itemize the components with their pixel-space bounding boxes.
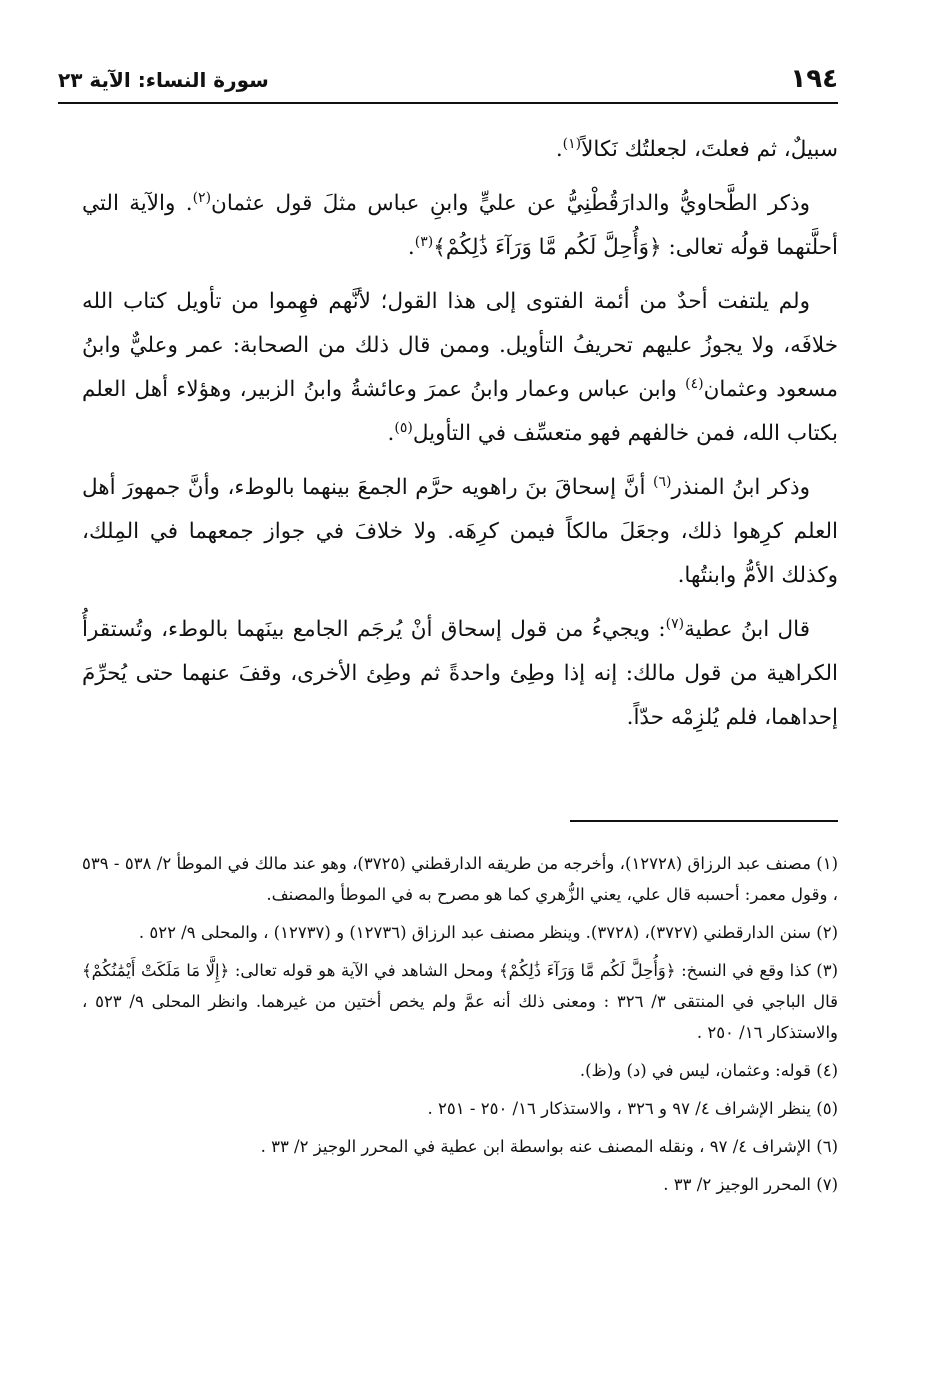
footnote-7: (٧) المحرر الوجيز ٢/ ٣٣ . — [663, 1175, 838, 1194]
footnote-5: (٥) ينظر الإشراف ٤/ ٩٧ و ٣٢٦ ، والاستذكار ١٦/ ٢٥٠ - ٢٥١ . — [427, 1099, 838, 1118]
page-header — [58, 62, 838, 104]
paragraph-3-part-a: ولم يلتفت أحدٌ من أئمة الفتوى إلى هذا القول؛ لأنَّهم فهِموا من تأويل كتاب الله خلافَه، ولا يجوزُ عليهم تحريفُ التأويل. وممن قال ذلك من الصحابة: عمر وعليٌّ وابنُ مسعود وعثمان — [82, 289, 838, 402]
page-number: ١٩٤ — [790, 64, 838, 94]
footnote-ref-1: (١) — [562, 135, 582, 152]
paragraph-2-part-c: . — [407, 235, 415, 260]
paragraph-2-part-b: . والآية التي أحلَّتهما قولُه تعالى: ﴿وَأُحِلَّ لَكُم مَّا وَرَآءَ ذَٰلِكُمْ﴾ — [82, 191, 838, 260]
footnote-6: (٦) الإشراف ٤/ ٩٧ ، ونقله المصنف عنه بواسطة ابن عطية في المحرر الوجيز ٢/ ٣٣ . — [260, 1137, 838, 1156]
paragraph-2-part-a: وذكر الطَّحاويُّ والدارَقُطْنِيُّ عن عليٍّ وابنِ عباس مثلَ قول عثمان — [211, 191, 810, 216]
footnote-2: (٢) سنن الدارقطني (٣٧٢٧)، (٣٧٢٨). وينظر مصنف عبد الرزاق (١٢٧٣٦) و (١٢٧٣٧) ، والمحلى ٩/ ٥٢٢ . — [138, 923, 838, 942]
paragraph-2 — [82, 182, 838, 270]
paragraph-4-part-a: وذكر ابنُ المنذر — [671, 475, 810, 500]
paragraph-3-part-b: وابن عباس وعمار وابنُ عمرَ وعائشةُ وابنُ الزبير، وهؤلاء أهل العلم بكتاب الله، فمن خالفهم فهو متعسِّف في التأويل — [82, 377, 838, 446]
paragraph-1-text: سبيلٌ، ثم فعلتَ، لجعلتُك نَكالاً — [581, 137, 838, 162]
main-text — [82, 128, 838, 750]
paragraph-1 — [82, 128, 838, 172]
footnote-ref-3: (٣) — [414, 233, 434, 250]
paragraph-4-part-b: أنَّ إسحاقَ بنَ راهويه حرَّم الجمعَ بينهما بالوطء، وأنَّ جمهورَ أهل العلم كرِهوا ذلك، وجعَلَ مالكاً فيمن كرِهَه. ولا خلافَ في جواز جمعهما في المِلك، وكذلك الأمُّ وابنتُها. — [82, 475, 838, 588]
footnote-1: (١) مصنف عبد الرزاق (١٢٧٢٨)، وأخرجه من طريقه الدارقطني (٣٧٢٥)، وهو عند مالك في الموطأ ٢/ ٥٣٨ - ٥٣٩ ، وقول معمر: أحسبه قال علي، يعني الزُّهري كما هو مصرح به في الموطأ والمصنف. — [82, 854, 838, 904]
footnote-ref-5: (٥) — [394, 419, 413, 436]
footnote-separator — [570, 820, 838, 822]
footnote-ref-4: (٤) — [685, 375, 704, 392]
paragraph-4 — [82, 466, 838, 598]
paragraph-1-tail: . — [555, 137, 563, 162]
paragraph-5-part-a: قال ابنُ عطية — [684, 617, 810, 642]
footnote-3: (٣) كذا وقع في النسخ: ﴿وَأُحِلَّ لَكُم مَّا وَرَآءَ ذَٰلِكُمْ﴾ ومحل الشاهد في الآية هو قوله تعالى: ﴿إِلَّا مَا مَلَكَتْ أَيْمَٰنُكُمْ﴾ قال الباجي في المنتقى ٣/ ٣٢٦ : ومعنى ذلك أنه عمَّ ولم يخص أختين من غيرهما. وانظر المحلى ٩/ ٥٢٣ ، والاستذكار ١٦/ ٢٥٠ . — [82, 961, 838, 1042]
footnotes — [82, 848, 838, 1207]
footnote-ref-6: (٦) — [652, 473, 672, 490]
footnote-ref-2: (٢) — [192, 189, 212, 206]
paragraph-5-part-b: : ويجيءُ من قول إسحاق أنْ يُرجَم الجامع بينَهما بالوطء، وتُستقرأُ الكراهية من قول مالك: إنه إذا وطِئ واحدةً ثم وطِئ الأخرى، وقفَ عنهما حتى يُحرِّمَ إحداهما، فلم يُلزِمْه حدّاً. — [82, 617, 838, 730]
paragraph-5 — [82, 608, 838, 740]
paragraph-3-part-c: . — [387, 421, 395, 446]
paragraph-3 — [82, 280, 838, 456]
footnote-4: (٤) قوله: وعثمان، ليس في (د) و(ظ). — [579, 1061, 838, 1080]
footnote-ref-7: (٧) — [665, 615, 685, 632]
running-title: سورة النساء: الآية ٢٣ — [58, 68, 269, 92]
